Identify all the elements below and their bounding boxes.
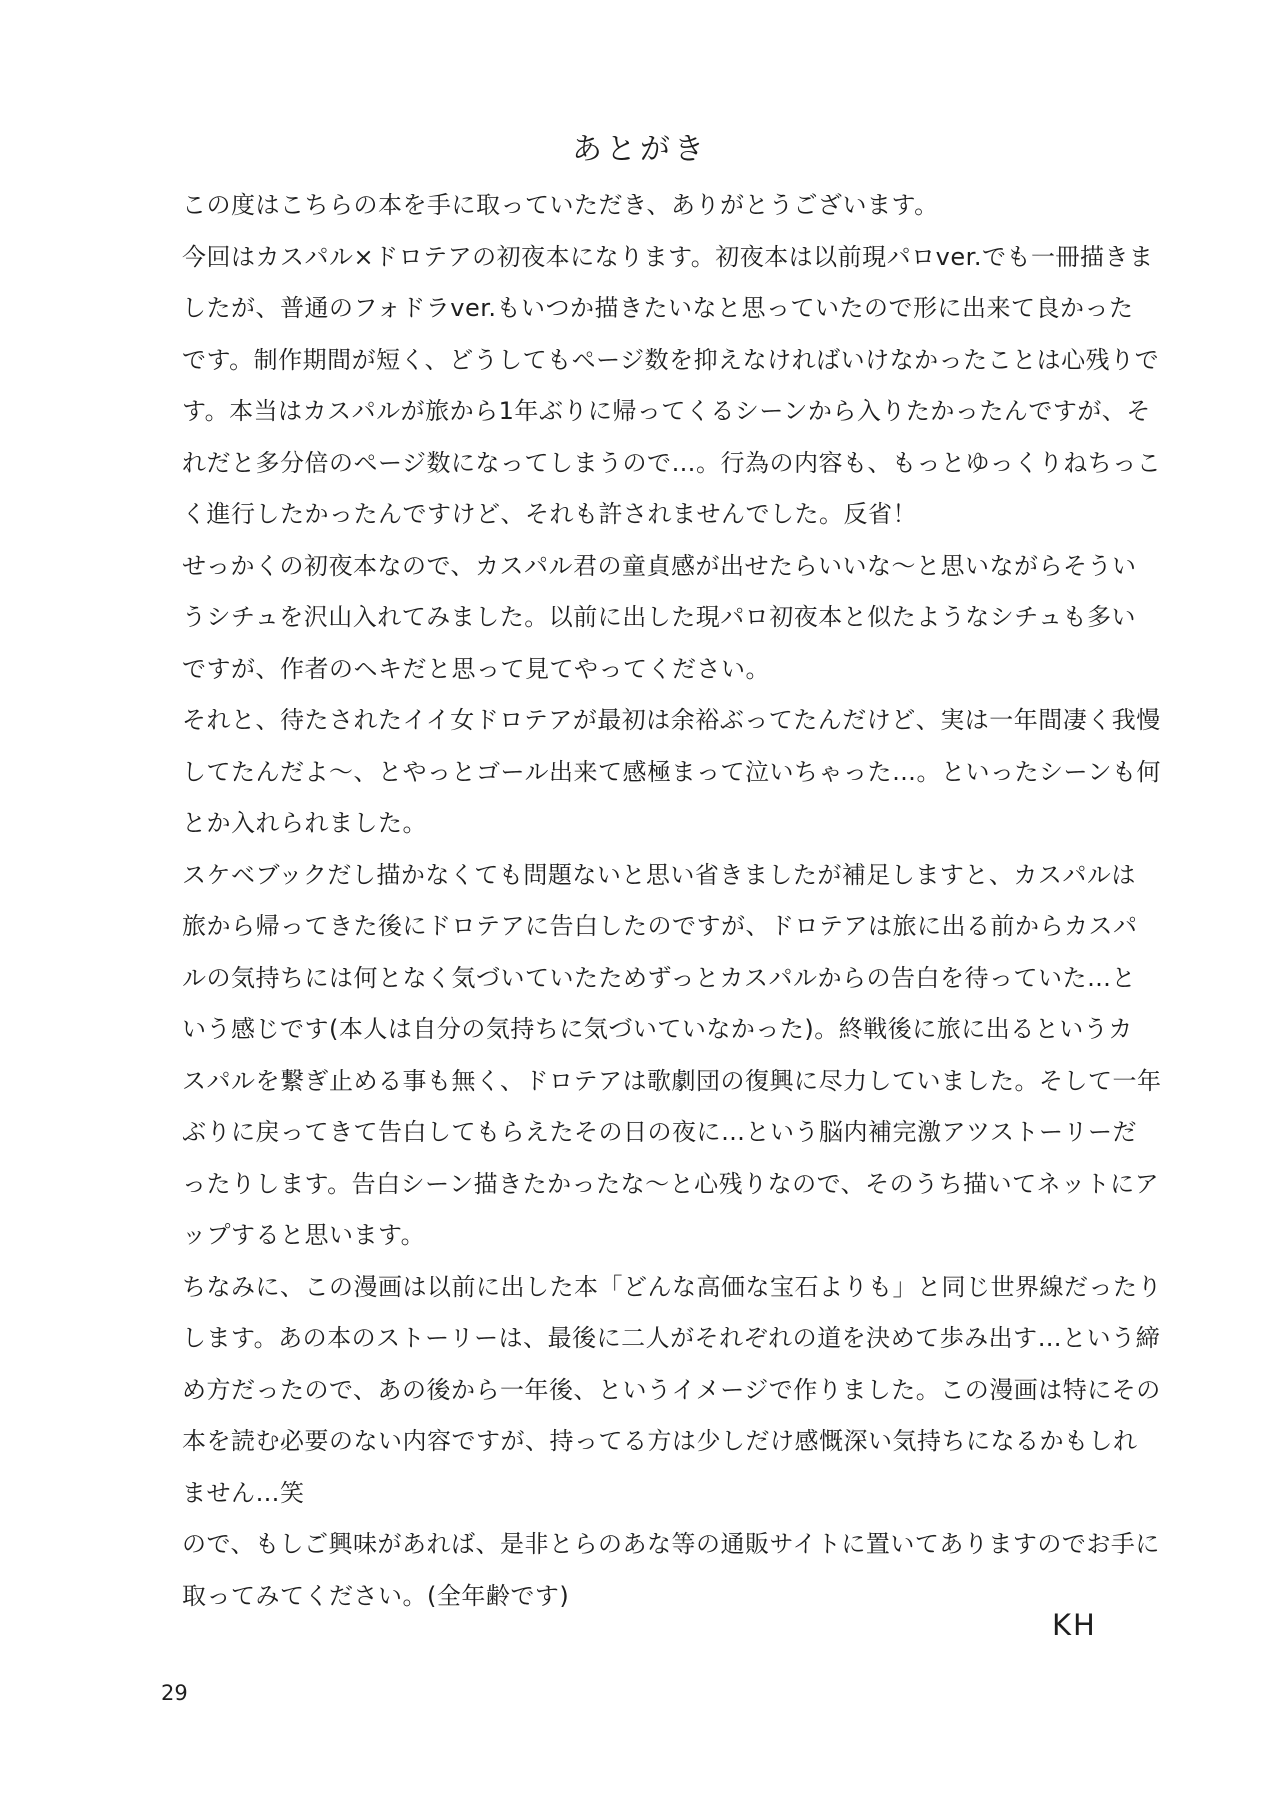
- body-text-line: します。あの本のストーリーは、最後に二人がそれぞれの道を決めて歩み出す…という締: [182, 1324, 1161, 1353]
- body-text-line: です。制作期間が短く、どうしてもページ数を抑えなければいけなかったことは心残りで: [182, 345, 1160, 374]
- body-text-line: この度はこちらの本を手に取っていただき、ありがとうございます。: [182, 191, 939, 220]
- body-text-line: したが、普通のフォドラver.もいつか描きたいなと思っていたので形に出来て良かった: [182, 294, 1134, 323]
- body-text-line: ぶりに戻ってきて告白してもらえたその日の夜に…という脳内補完激アツストーリーだ: [182, 1118, 1138, 1147]
- body-text-line: スケベブックだし描かなくても問題ないと思い省きましたが補足しますと、カスパルは: [182, 860, 1136, 889]
- afterword-body: [182, 177, 1162, 1619]
- body-text-line: とか入れられました。: [182, 809, 427, 838]
- body-text-line: スパルを繋ぎ止める事も無く、ドロテアは歌劇団の復興に尽力していました。そして一年: [182, 1066, 1162, 1095]
- body-text-line: ップすると思います。: [182, 1221, 426, 1250]
- body-text-line: うシチュを沢山入れてみました。以前に出した現パロ初夜本と似たようなシチュも多い: [182, 603, 1137, 632]
- body-text-line: ルの気持ちには何となく気づいていたためずっとカスパルからの告白を待っていた…と: [182, 963, 1137, 992]
- body-text-line: れだと多分倍のページ数になってしまうので…。行為の内容も、もっとゆっくりねちっこ: [182, 448, 1162, 477]
- body-text-line: 本を読む必要のない内容ですが、持ってる方は少しだけ感慨深い気持ちになるかもしれ: [182, 1427, 1138, 1456]
- body-text-line: く進行したかったんですけど、それも許されませんでした。反省！: [182, 500, 917, 529]
- body-text-line: ですが、作者のヘキだと思って見てやってください。: [182, 654, 770, 683]
- body-text-line: いう感じです(本人は自分の気持ちに気づいていなかった)。終戦後に旅に出るというカ: [182, 1015, 1133, 1044]
- body-text-line: ません…笑: [182, 1478, 305, 1507]
- body-text-line: ので、もしご興味があれば、是非とらのあな等の通販サイトに置いてありますのでお手に: [182, 1530, 1160, 1559]
- body-text-line: ったりします。告白シーン描きたかったな〜と心残りなので、そのうち描いてネットにア: [182, 1169, 1160, 1198]
- page-number: 29: [161, 1681, 188, 1705]
- body-text-line: せっかくの初夜本なので、カスパル君の童貞感が出せたらいいな〜と思いながらそうい: [182, 551, 1137, 580]
- body-text-line: 取ってみてください。(全年齢です): [182, 1581, 570, 1610]
- body-text-line: め方だったので、あの後から一年後、というイメージで作りました。この漫画は特にその: [182, 1375, 1161, 1404]
- body-text-line: ちなみに、この漫画は以前に出した本「どんな高価な宝石よりも」と同じ世界線だったり: [182, 1272, 1162, 1301]
- body-text-line: 旅から帰ってきた後にドロテアに告白したのですが、ドロテアは旅に出る前からカスパ: [182, 912, 1138, 941]
- body-text-line: それと、待たされたイイ女ドロテアが最初は余裕ぶってたんだけど、実は一年間凄く我慢: [182, 706, 1161, 735]
- body-text-line: してたんだよ〜、とやっとゴール出来て感極まって泣いちゃった…。といったシーンも何: [182, 757, 1162, 786]
- body-text-line: す。本当はカスパルが旅から1年ぶりに帰ってくるシーンから入りたかったんですが、そ: [182, 397, 1151, 426]
- author-signature: KH: [1052, 1608, 1097, 1642]
- page-title: あとがき: [572, 132, 708, 167]
- body-text-line: 今回はカスパル×ドロテアの初夜本になります。初夜本は以前現パロver.でも一冊描きま: [182, 242, 1154, 271]
